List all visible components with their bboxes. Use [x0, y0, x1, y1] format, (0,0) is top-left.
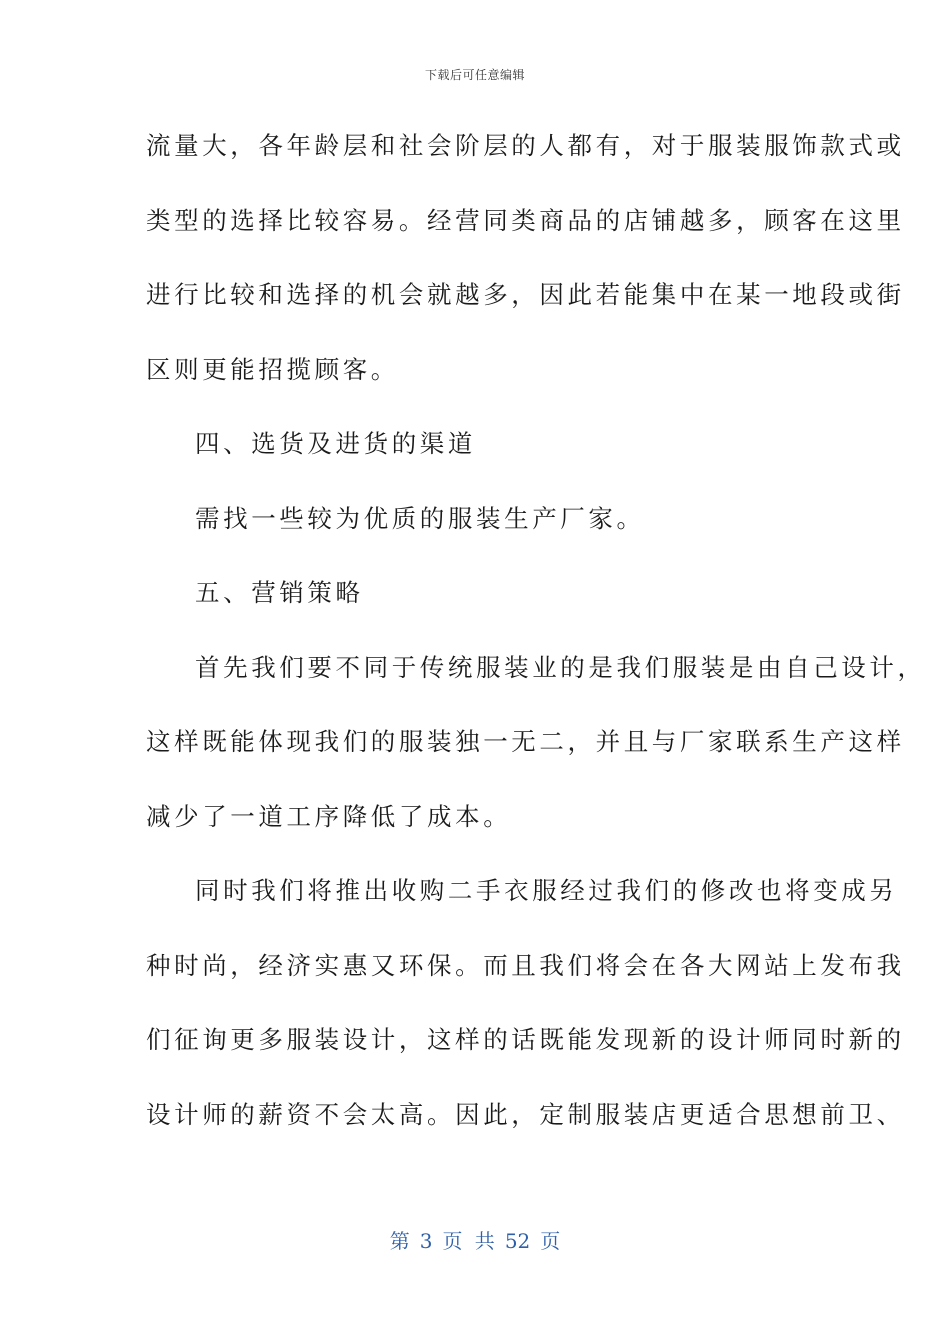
footer-prefix: 第: [389, 1229, 410, 1253]
text-line: 五、营销策略: [195, 578, 364, 607]
footer-mid: 页 共: [442, 1229, 495, 1253]
footer-page-number: 3: [419, 1229, 433, 1253]
text-line: 们征询更多服装设计，这样的话既能发现新的设计师同时新的: [146, 1025, 905, 1054]
footer-suffix: 页: [540, 1229, 561, 1253]
text-line: 这样既能体现我们的服装独一无二，并且与厂家联系生产这样: [146, 727, 905, 756]
text-line: 种时尚，经济实惠又环保。而且我们将会在各大网站上发布我: [146, 950, 905, 980]
text-line: 区则更能招揽顾客。: [146, 354, 399, 384]
page-header: 下载后可任意编辑: [424, 68, 525, 82]
text-line: 进行比较和选择的机会就越多，因此若能集中在某一地段或街: [146, 280, 905, 309]
text-line: 需找一些较为优质的服装生产厂家。: [195, 503, 645, 533]
text-line: 减少了一道工序降低了成本。: [146, 801, 512, 831]
text-line: 流量大，各年龄层和社会阶层的人都有，对于服装服饰款式或: [146, 131, 905, 160]
text-line: 四、选货及进货的渠道: [195, 429, 476, 458]
body-text: [146, 124, 926, 1167]
text-line: 设计师的薪资不会太高。因此，定制服装店更适合思想前卫、: [146, 1099, 905, 1129]
footer-total-pages: 52: [504, 1229, 531, 1253]
page-footer: [0, 1225, 950, 1254]
text-line: 首先我们要不同于传统服装业的是我们服装是由自己设计，: [195, 652, 926, 682]
text-line: 类型的选择比较容易。经营同类商品的店铺越多，顾客在这里: [146, 205, 905, 235]
text-line: 同时我们将推出收购二手衣服经过我们的修改也将变成另: [195, 876, 898, 905]
